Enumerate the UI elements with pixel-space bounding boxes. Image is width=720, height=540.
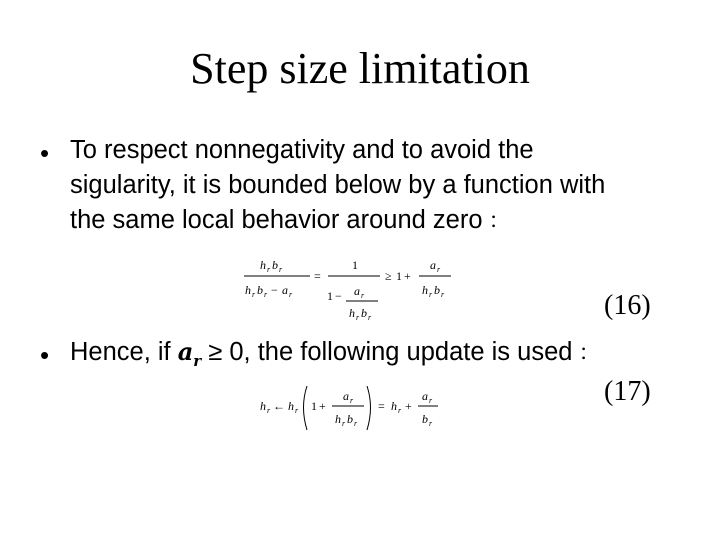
- svg-text:←: ←: [273, 399, 285, 413]
- svg-text:1: 1: [311, 399, 317, 413]
- svg-text:+: +: [319, 399, 326, 413]
- svg-text:h: h: [422, 283, 428, 297]
- svg-text:r: r: [441, 290, 445, 299]
- svg-text:h: h: [335, 412, 341, 426]
- svg-text:≥: ≥: [385, 269, 392, 283]
- svg-text:a: a: [282, 283, 288, 297]
- svg-text:r: r: [429, 396, 433, 405]
- svg-text:a: a: [422, 389, 428, 403]
- bullet-2-suffix: ≥ 0, the following update is used: [201, 338, 573, 366]
- svg-text:r: r: [350, 396, 354, 405]
- svg-text:r: r: [437, 265, 441, 274]
- svg-text:−: −: [335, 289, 342, 303]
- svg-text:=: =: [314, 269, 321, 283]
- svg-text:r: r: [429, 419, 433, 428]
- svg-text:r: r: [264, 290, 268, 299]
- bullet-1-colon: ：: [488, 209, 511, 234]
- svg-text:−: −: [271, 283, 278, 297]
- svg-text:h: h: [245, 283, 251, 297]
- equation-16: [238, 250, 478, 330]
- svg-text:r: r: [267, 406, 271, 415]
- bullet-2-colon: ：: [578, 341, 601, 366]
- bullet-marker-1: •: [40, 138, 50, 168]
- bullet-2-prefix: Hence, if: [70, 338, 171, 366]
- svg-text:a: a: [430, 258, 436, 272]
- svg-text:b: b: [347, 412, 353, 426]
- svg-text:b: b: [361, 306, 367, 320]
- svg-text:+: +: [404, 269, 411, 283]
- svg-text:r: r: [356, 313, 360, 322]
- svg-text:b: b: [272, 258, 278, 272]
- svg-text:r: r: [279, 265, 283, 274]
- equation-16-number: (16): [604, 290, 651, 321]
- svg-text:b: b: [434, 283, 440, 297]
- svg-text:1: 1: [396, 269, 402, 283]
- svg-text:a: a: [354, 284, 360, 298]
- svg-text:h: h: [260, 258, 266, 272]
- svg-text:b: b: [422, 412, 428, 426]
- svg-text:h: h: [391, 399, 397, 413]
- slide-title: Step size limitation: [190, 44, 530, 93]
- bullet-1-line-3-text: the same local behavior around zero: [70, 206, 483, 234]
- svg-text:r: r: [289, 290, 293, 299]
- svg-text:h: h: [288, 399, 294, 413]
- bullet-1-line-2: sigularity, it is bounded below by a function with: [70, 171, 606, 199]
- svg-text:r: r: [361, 291, 365, 300]
- svg-text:+: +: [405, 399, 412, 413]
- svg-text:b: b: [257, 283, 263, 297]
- svg-text:r: r: [342, 419, 346, 428]
- bullet-2-line: [70, 334, 600, 379]
- svg-text:1: 1: [327, 289, 333, 303]
- bullet-2-variable-sub: r: [193, 352, 202, 371]
- equation-17-number: (17): [604, 376, 651, 407]
- svg-text:h: h: [260, 399, 266, 413]
- svg-text:r: r: [267, 265, 271, 274]
- svg-text:r: r: [398, 406, 402, 415]
- bullet-1-line-1: To respect nonnegativity and to avoid the: [70, 136, 534, 164]
- svg-text:h: h: [349, 306, 355, 320]
- svg-text:a: a: [343, 389, 349, 403]
- svg-text:r: r: [429, 290, 433, 299]
- bullet-1-line-3: [70, 203, 511, 239]
- svg-text:r: r: [354, 419, 358, 428]
- svg-text:=: =: [378, 399, 385, 413]
- bullet-2-variable: a: [177, 337, 194, 366]
- bullet-marker-2: •: [40, 340, 50, 370]
- svg-text:r: r: [295, 406, 299, 415]
- equation-17: [258, 382, 458, 434]
- svg-text:r: r: [252, 290, 256, 299]
- svg-text:1: 1: [352, 258, 358, 272]
- svg-text:r: r: [368, 313, 372, 322]
